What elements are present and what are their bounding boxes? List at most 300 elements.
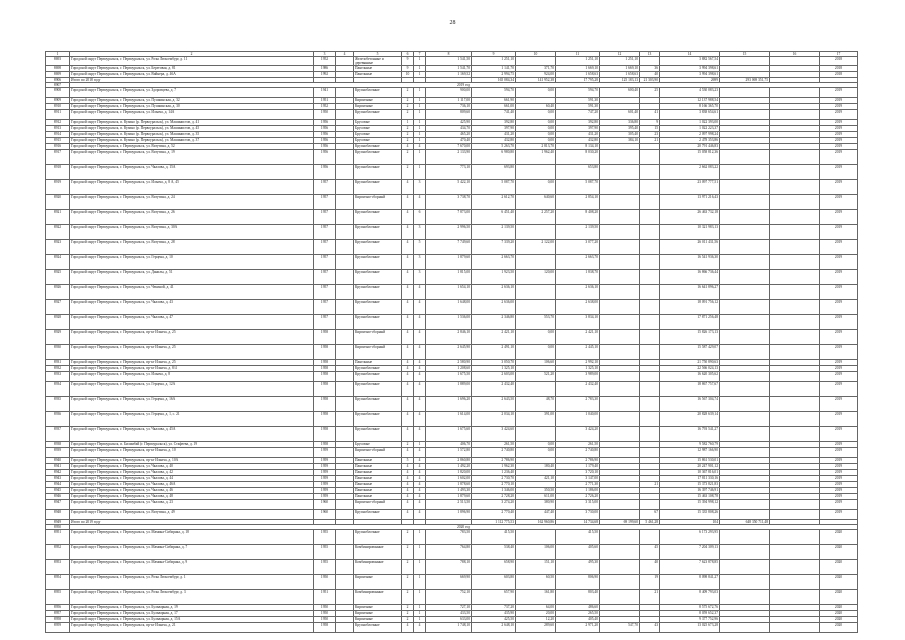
table-cell: 924,00 xyxy=(516,72,556,78)
table-cell: 1 236,40 xyxy=(472,470,516,476)
table-cell: 289,60 xyxy=(516,623,556,633)
table-cell xyxy=(336,330,354,345)
table-cell: 2019 xyxy=(820,120,858,126)
table-row xyxy=(46,575,858,590)
table-cell: 425,50 xyxy=(472,617,516,623)
table-cell: Панельные xyxy=(354,476,402,482)
table-cell xyxy=(336,500,354,510)
table-cell xyxy=(770,210,820,225)
table-cell: 3 147,00 xyxy=(556,476,600,482)
table-cell: 2 xyxy=(402,530,414,545)
table-cell: Крупноблочные xyxy=(354,427,402,442)
table-cell: 661,00 xyxy=(472,104,516,110)
table-cell: 2 346,80 xyxy=(472,315,516,330)
table-cell xyxy=(600,500,640,510)
row-number: 8949 xyxy=(46,520,70,525)
table-cell: 4 xyxy=(414,464,426,470)
table-cell: 2 133,90 xyxy=(426,150,472,165)
table-cell: 5 087,70 xyxy=(472,180,516,195)
table-cell xyxy=(600,150,640,165)
table-cell xyxy=(516,57,556,66)
table-cell: 1 xyxy=(414,611,426,617)
table-cell xyxy=(600,270,640,285)
table-cell xyxy=(770,372,820,382)
table-cell: 2019 xyxy=(820,412,858,427)
address-cell: Городской округ Первоуральск, г. Первоуральск, ул. Герцена, д. 10 xyxy=(70,255,314,270)
table-cell xyxy=(336,315,354,330)
address-cell: Итого по 2018 году xyxy=(70,78,314,83)
table-cell: 6 980,80 xyxy=(472,150,516,165)
table-cell: 1950 xyxy=(314,575,336,590)
table-cell: 1 xyxy=(414,545,426,560)
address-cell: Городской округ Первоуральск, г. Первоуральск, ул. Ватутина, д. 30А xyxy=(70,225,314,240)
table-cell: 1 896,90 xyxy=(426,510,472,520)
address-cell: Городской округ Первоуральск, г. Первоуральск, ул. Береговая, д. 81 xyxy=(70,66,314,72)
table-cell: 591,30 xyxy=(556,104,600,110)
table-cell: 2019 xyxy=(820,104,858,110)
table-cell: 2019 xyxy=(820,382,858,397)
table-cell: 2 771,30 xyxy=(556,482,600,488)
table-cell: Кирпичные xyxy=(354,617,402,623)
table-cell: 1 022 223,37 xyxy=(660,126,720,132)
table-row xyxy=(46,623,858,633)
table-cell: 2 139,50 xyxy=(556,225,600,240)
table-cell: Брусовые xyxy=(354,138,402,144)
table-cell xyxy=(600,345,640,360)
table-cell: 2019 xyxy=(820,427,858,442)
table-cell: 3 xyxy=(414,255,426,270)
table-cell: 2019 xyxy=(820,442,858,448)
table-cell xyxy=(336,590,354,605)
table-cell: 4 xyxy=(414,315,426,330)
table-cell: 2 636,10 xyxy=(472,285,516,300)
table-cell: 1959 xyxy=(314,464,336,470)
table-cell: 425,90 xyxy=(426,120,472,126)
table-cell: 2019 xyxy=(820,150,858,165)
table-cell: 391,00 xyxy=(516,412,556,427)
table-cell: 120,00 xyxy=(516,270,556,285)
table-cell: 1 xyxy=(414,88,426,98)
table-cell: 1957 xyxy=(314,300,336,315)
table-row xyxy=(46,510,858,520)
table-cell: 4 xyxy=(414,470,426,476)
table-cell: 20 828 639,14 xyxy=(660,412,720,427)
table-cell: Крупноблочные xyxy=(354,315,402,330)
table-cell: 397,90 xyxy=(556,126,600,132)
table-cell xyxy=(516,225,556,240)
table-row xyxy=(46,150,858,165)
table-cell: 1 602,00 xyxy=(426,476,472,482)
table-cell: 653,80 xyxy=(556,165,600,180)
row-number: 8959 xyxy=(46,623,70,633)
table-cell: 1992 xyxy=(314,72,336,78)
table-cell: 432,80 xyxy=(472,138,516,144)
table-cell: 2 xyxy=(402,126,414,132)
table-cell xyxy=(720,382,770,397)
table-cell: 2 648,10 xyxy=(472,623,516,633)
table-cell: 2 783,30 xyxy=(556,397,600,412)
table-row xyxy=(46,427,858,442)
table-cell: 1 962,40 xyxy=(516,150,556,165)
table-cell xyxy=(770,397,820,412)
table-cell xyxy=(720,300,770,315)
table-cell: 7 749,60 xyxy=(426,240,472,255)
table-cell xyxy=(600,165,640,180)
table-cell: Крупноблочные xyxy=(354,412,402,427)
table-cell xyxy=(770,225,820,240)
table-cell: 2019 xyxy=(820,470,858,476)
table-cell: Крупноблочные xyxy=(354,225,402,240)
address-cell: Городской округ Первоуральск, г. Первоуральск, ул. Ватутина, д. 52 xyxy=(70,144,314,150)
table-cell: 2019 xyxy=(820,315,858,330)
row-number: 8938 xyxy=(46,442,70,448)
table-cell: 2020 xyxy=(820,611,858,617)
table-body xyxy=(46,57,858,633)
table-cell: 1 040,00 xyxy=(556,412,600,427)
table-cell: 40 xyxy=(640,72,660,78)
table-cell: 4 xyxy=(414,144,426,150)
row-number: 8698 xyxy=(46,66,70,72)
table-cell: 40 xyxy=(640,560,660,575)
table-cell: 495,30 xyxy=(556,560,600,575)
table-cell: 0,00 xyxy=(516,88,556,98)
table-cell: 737,20 xyxy=(472,605,516,611)
table-cell: Крупноблочные xyxy=(354,372,402,382)
table-cell: 1 141,70 xyxy=(472,66,516,72)
table-cell: 1957 xyxy=(314,225,336,240)
table-cell: 1959 xyxy=(314,482,336,488)
table-cell: 2 421,10 xyxy=(472,330,516,345)
address-cell: Городской округ Первоуральск, г. Первоуральск, ул. Пушкинская, д. 32 xyxy=(70,98,314,104)
table-cell: 17 795,28 xyxy=(556,78,600,83)
table-cell: 5 xyxy=(414,240,426,255)
table-cell: 2019 xyxy=(820,126,858,132)
table-cell: 2 786,90 xyxy=(472,458,516,464)
address-cell: Городской округ Первоуральск, г. Первоуральск, ул. Розы Люксембург, д. 1 xyxy=(70,575,314,590)
table-cell: 13 025 673,28 xyxy=(660,623,720,633)
row-number: 8953 xyxy=(46,560,70,575)
table-cell: 26 011 431,56 xyxy=(660,240,720,255)
table-cell: 2019 xyxy=(820,458,858,464)
row-number: 8923 xyxy=(46,240,70,255)
table-cell: Кирпичные xyxy=(354,605,402,611)
table-cell: 594,70 xyxy=(472,88,516,98)
row-number: 8954 xyxy=(46,575,70,590)
row-number: 8943 xyxy=(46,476,70,482)
table-cell: 1 654,10 xyxy=(426,285,472,300)
table-cell xyxy=(516,285,556,300)
table-cell xyxy=(770,315,820,330)
table-cell: 1 xyxy=(414,605,426,611)
table-cell xyxy=(600,545,640,560)
table-cell xyxy=(720,270,770,285)
table-cell: 1 xyxy=(414,560,426,575)
table-cell: 7 339,20 xyxy=(472,240,516,255)
table-cell xyxy=(640,195,660,210)
table-cell: 0,00 xyxy=(516,442,556,448)
table-cell: 21 303,90 xyxy=(640,78,660,83)
address-cell: Городской округ Первоуральск, г. Первоуральск, ул. Герцена, д. 16А xyxy=(70,397,314,412)
table-cell xyxy=(516,165,556,180)
table-cell: 0,00 xyxy=(516,132,556,138)
table-cell: 2 786,90 xyxy=(556,458,600,464)
row-number: 8957 xyxy=(46,611,70,617)
table-cell: 1 658,63 xyxy=(600,72,640,78)
table-cell: 8 134,10 xyxy=(556,144,600,150)
table-cell: Кирпично-сборный xyxy=(354,330,402,345)
table-cell: 1 536,00 xyxy=(426,315,472,330)
table-cell xyxy=(720,590,770,605)
row-number: 8918 xyxy=(46,165,70,180)
table-cell: 5 263,70 xyxy=(472,144,516,150)
table-cell xyxy=(640,225,660,240)
table-cell xyxy=(336,560,354,575)
table-cell: 2 421,10 xyxy=(556,330,600,345)
row-number: 8934 xyxy=(46,382,70,397)
table-cell xyxy=(640,530,660,545)
table-cell xyxy=(600,590,640,605)
table-cell: 1958 xyxy=(314,366,336,372)
housing-register-table xyxy=(45,51,858,633)
table-cell: 4 xyxy=(402,345,414,360)
row-number: 8936 xyxy=(46,412,70,427)
table-cell: 4 xyxy=(402,144,414,150)
table-cell: 2019 xyxy=(820,360,858,366)
table-cell: 2 643,50 xyxy=(472,397,516,412)
table-row xyxy=(46,500,858,510)
table-cell: 2020 xyxy=(820,575,858,590)
table-cell: 806,90 xyxy=(556,575,600,590)
table-cell: 20,00 xyxy=(516,611,556,617)
row-number: 8919 xyxy=(46,180,70,195)
address-cell: Городской округ Первоуральск, г. Первоуральск, ул. Здоровцева, д. 7 xyxy=(70,88,314,98)
address-cell: Городской округ Первоуральск, г. Первоуральск, пр-кт Ильича, д. 25 xyxy=(70,330,314,345)
table-cell: 4 xyxy=(402,330,414,345)
table-cell: 4 xyxy=(402,397,414,412)
table-cell xyxy=(336,240,354,255)
table-cell: 600,40 xyxy=(600,88,640,98)
table-cell: 2019 xyxy=(820,510,858,520)
table-cell: 1 648,00 xyxy=(426,300,472,315)
table-cell xyxy=(640,315,660,330)
table-cell: 5 461,28 xyxy=(640,520,660,525)
table-cell: 15 373 821,83 xyxy=(660,482,720,488)
table-row xyxy=(46,545,858,560)
table-cell: 0,00 xyxy=(516,180,556,195)
table-cell: 4 xyxy=(402,448,414,458)
table-cell: 16 567 304,74 xyxy=(660,397,720,412)
table-cell: 1 xyxy=(414,72,426,78)
table-cell: 521,20 xyxy=(516,372,556,382)
row-number: 8944 xyxy=(46,482,70,488)
table-cell: 1 186,00 xyxy=(556,488,600,494)
row-number: 8915 xyxy=(46,138,70,144)
table-cell: 1 879,60 xyxy=(426,494,472,500)
table-cell: Крупноблочные xyxy=(354,255,402,270)
table-cell: 4 xyxy=(402,488,414,494)
table-cell: 547,70 xyxy=(600,623,640,633)
table-cell: 23 xyxy=(640,132,660,138)
table-cell: 4 xyxy=(414,397,426,412)
table-cell xyxy=(640,412,660,427)
address-cell: Городской округ Первоуральск, г. Первоуральск, ул. Ватутина, д. 19 xyxy=(70,150,314,165)
table-cell: 7 623 878,85 xyxy=(660,560,720,575)
address-cell: Городской округ Первоуральск, г. Первоуральск, ул. Ильича, д. 8 xyxy=(70,372,314,382)
column-number: 10 xyxy=(516,52,556,57)
table-cell: 421,10 xyxy=(516,476,556,482)
table-cell: 1 878,60 xyxy=(426,482,472,488)
table-cell: 4 xyxy=(414,500,426,510)
row-number: 8925 xyxy=(46,270,70,285)
table-cell: 67 xyxy=(640,510,660,520)
table-cell: 2 663,70 xyxy=(472,255,516,270)
table-cell: 1959 xyxy=(314,458,336,464)
year-section-heading: 2020 год xyxy=(70,525,858,530)
table-cell xyxy=(640,300,660,315)
table-cell xyxy=(640,210,660,225)
table-cell: 1950 xyxy=(314,605,336,611)
table-cell xyxy=(600,530,640,545)
table-cell: 1 112 775,53 xyxy=(472,520,516,525)
table-cell: 1 889,00 xyxy=(426,382,472,397)
table-cell: 2 740,80 xyxy=(556,448,600,458)
column-number: 17 xyxy=(820,52,858,57)
table-cell: 1 325,10 xyxy=(556,366,600,372)
table-cell: 431,20 xyxy=(556,132,600,138)
table-row xyxy=(46,300,858,315)
table-cell: 4 xyxy=(414,482,426,488)
table-cell: 2 xyxy=(402,590,414,605)
table-cell: 611,00 xyxy=(516,494,556,500)
table-cell: 3 xyxy=(414,225,426,240)
table-cell: 384,10 xyxy=(600,138,640,144)
row-number: 8914 xyxy=(46,132,70,138)
table-cell: 3 838 654,61 xyxy=(660,110,720,120)
table-cell: 23 097 777,51 xyxy=(660,180,720,195)
table-cell xyxy=(336,300,354,315)
table-cell: 7 670,00 xyxy=(426,144,472,150)
row-number: 8933 xyxy=(46,372,70,382)
address-cell: Городской округ Первоуральск, г. Первоуральск, пр-кт Ильича, д. 10 xyxy=(70,448,314,458)
table-cell: 1950 xyxy=(314,611,336,617)
table-cell xyxy=(336,180,354,195)
table-cell: 16 641 896,27 xyxy=(660,285,720,300)
address-cell: Городской округ Первоуральск, г. Первоуральск, ул. Чкалова, д. 44 xyxy=(70,476,314,482)
table-cell xyxy=(600,560,640,575)
table-cell: 4 xyxy=(402,180,414,195)
table-row xyxy=(46,382,858,397)
table-cell xyxy=(720,500,770,510)
table-cell: 2 122,00 xyxy=(516,240,556,255)
table-cell: 1 xyxy=(414,132,426,138)
row-number: 8946 xyxy=(46,494,70,500)
table-cell: Крупноблочные xyxy=(354,397,402,412)
table-cell: 60,40 xyxy=(516,104,556,110)
table-cell: 4 xyxy=(402,360,414,366)
table-cell: 1 xyxy=(414,165,426,180)
table-cell: Панельные xyxy=(354,488,402,494)
address-cell: Городской округ Первоуральск, г. Первоуральск, пр-кт Ильича, д. 8/4 xyxy=(70,366,314,372)
table-cell: Кирпично-сборный xyxy=(354,448,402,458)
table-cell xyxy=(336,225,354,240)
table-cell: 2019 xyxy=(820,448,858,458)
table-cell: 17 811 330,16 xyxy=(660,476,720,482)
table-cell: 395,40 xyxy=(600,126,640,132)
table-cell xyxy=(720,195,770,210)
table-cell: 4 xyxy=(402,255,414,270)
table-cell: 1 675,60 xyxy=(426,427,472,442)
table-cell: 397,90 xyxy=(472,126,516,132)
address-cell: Городской округ Первоуральск, г. Первоуральск, ул. Чкалова, д. 42 xyxy=(70,470,314,476)
table-cell: Крупноблочные xyxy=(354,382,402,397)
table-cell xyxy=(770,575,820,590)
table-cell xyxy=(640,270,660,285)
table-cell: 4 xyxy=(402,240,414,255)
row-number: 8922 xyxy=(46,225,70,240)
table-cell: 45 xyxy=(640,545,660,560)
address-cell: Городской округ Первоуральск, г. Первоуральск, ул. Чкалова, д. 23 xyxy=(70,500,314,510)
row-number: 8909 xyxy=(46,98,70,104)
address-cell: Городской округ Первоуральск, г. Первоуральск, ул. Чкалова, д. 40 xyxy=(70,464,314,470)
table-cell: 2 491,10 xyxy=(472,345,516,360)
table-cell: 2019 xyxy=(820,240,858,255)
table-cell: 2 994,75 xyxy=(472,72,516,78)
row-number: 8932 xyxy=(46,366,70,372)
table-cell: 1 492,20 xyxy=(426,464,472,470)
table-cell: Кирпично-сборный xyxy=(354,345,402,360)
table-cell xyxy=(770,240,820,255)
table-cell xyxy=(600,575,640,590)
address-cell: Городской округ Первоуральск, г. Первоуральск, ул. Ватутина, д. 24 xyxy=(70,195,314,210)
table-cell: 25 xyxy=(640,88,660,98)
table-cell: 12,20 xyxy=(516,617,556,623)
table-cell: 1 251,10 xyxy=(472,57,516,66)
table-cell xyxy=(770,285,820,300)
table-cell xyxy=(336,510,354,520)
table-cell: 4 xyxy=(402,482,414,488)
table-cell xyxy=(720,623,770,633)
column-number: 4 xyxy=(336,52,354,57)
table-cell xyxy=(720,412,770,427)
address-cell: Городской округ Первоуральск, г. Первоуральск, ул. Ватутина, д. 26 xyxy=(70,210,314,225)
table-cell: Комбинированные xyxy=(354,560,402,575)
table-cell: Панельные xyxy=(354,464,402,470)
table-cell xyxy=(600,255,640,270)
table-cell: 4 xyxy=(402,623,414,633)
table-cell: 2019 xyxy=(820,372,858,382)
table-cell: 4 xyxy=(414,366,426,372)
row-number: 8955 xyxy=(46,590,70,605)
table-cell: 1 xyxy=(414,138,426,144)
address-cell: Городской округ Первоуральск, г. Первоуральск, пр-кт Ильича, д. 25 xyxy=(70,345,314,360)
table-cell: Брусовые xyxy=(354,132,402,138)
table-cell: Крупноблочные xyxy=(354,88,402,98)
row-number: 8906 xyxy=(46,78,70,83)
table-cell: 591,30 xyxy=(556,98,600,104)
table-cell: 2699 xyxy=(660,78,720,83)
table-cell: 1 179,40 xyxy=(556,464,600,470)
row-number: 8956 xyxy=(46,605,70,611)
table-cell: 788,10 xyxy=(426,560,472,575)
table-cell: 3 730,00 xyxy=(556,510,600,520)
table-cell xyxy=(336,150,354,165)
table-cell xyxy=(336,270,354,285)
table-cell: 736,10 xyxy=(426,104,472,110)
table-cell: 2 xyxy=(402,560,414,575)
table-cell: 4 xyxy=(414,510,426,520)
table-cell: 2 854,10 xyxy=(556,195,600,210)
column-number: 3 xyxy=(314,52,336,57)
